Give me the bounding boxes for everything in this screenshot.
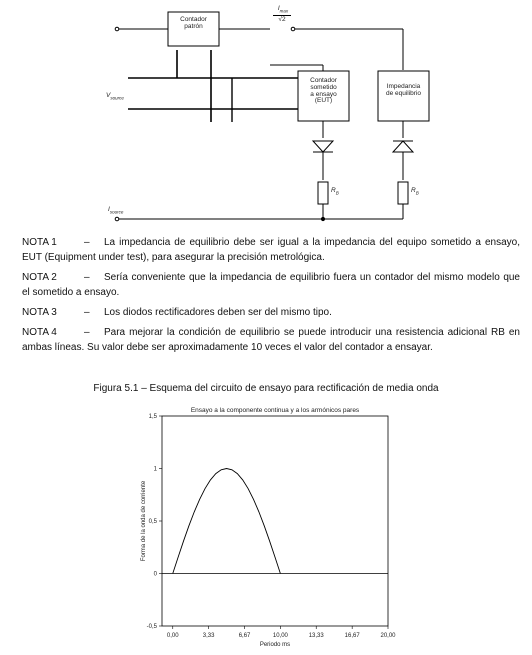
note-1: NOTA 1 – La impedancia de equilibrio debe ser igual a la impedancia del equipo sometido a ensayo, EUT (Equipment under test), para asegurar la precisión metrológica.	[22, 237, 520, 263]
figure-caption: Figura 5.1 – Esquema del circuito de ensayo para rectificación de media onda	[93, 383, 439, 394]
x-axis-label: Periodo ms	[259, 642, 291, 648]
top-right-terminal	[291, 27, 295, 31]
bottom-left-terminal	[115, 217, 119, 221]
rb-left-label: $R_B$	[331, 187, 339, 196]
x-tick-label: 13,33	[308, 633, 324, 639]
y-tick-label: 1,5	[148, 414, 157, 420]
x-tick-label: 20,00	[380, 633, 396, 639]
imax-label: $I_{max}$	[277, 5, 289, 14]
contador-patron-label: Contador patrón	[180, 16, 207, 30]
note-2: NOTA 2 – Sería conveniente que la impedancia de equilibrio fuera un contador del mismo modelo que el sometido a ensayo.	[22, 272, 520, 298]
circuit-schematic	[0, 0, 532, 232]
rb-right	[398, 182, 408, 204]
isource-label: $I_{source}$	[108, 206, 124, 215]
y-axis-label: Forma de la onda de corriente	[141, 480, 147, 562]
diode-eut	[313, 141, 333, 152]
x-tick-label: 0,00	[166, 633, 179, 639]
y-tick-label: 0	[153, 571, 157, 578]
y-tick-label: 1	[153, 466, 157, 473]
x-tick-label: 6,67	[238, 633, 251, 639]
rb-left	[318, 182, 328, 204]
plot-frame	[162, 416, 388, 626]
waveform-chart	[0, 400, 532, 655]
diode-impedancia	[393, 141, 413, 152]
x-tick-label: 10,00	[272, 633, 288, 639]
impedancia-label: Impedancia de equilibrio	[385, 83, 422, 97]
note-3: NOTA 3 – Los diodos rectificadores deben ser del mismo tipo.	[22, 307, 332, 318]
sqrt2-label: √2	[278, 16, 286, 23]
x-tick-label: 3,33	[202, 633, 215, 639]
y-tick-label: -0,5	[146, 624, 157, 630]
vsource-label: $V_{source}$	[106, 92, 124, 101]
x-tick-label: 16,67	[344, 633, 360, 639]
chart-title: Ensayo a la componente continua y a los armónicos pares	[190, 407, 360, 414]
eut-label: Contador sometido a ensayo (EUT)	[310, 77, 337, 105]
y-tick-label: 0,5	[148, 519, 157, 525]
waveform-series-line	[173, 469, 281, 574]
rb-right-label: $R_B$	[411, 187, 419, 196]
top-left-terminal	[115, 27, 119, 31]
note-4: NOTA 4 – Para mejorar la condición de equilibrio se puede introducir una resistencia adicional RB en ambas líneas. Su valor debe ser aproximadamente 10 veces el valor del contador a ensayar.	[22, 327, 520, 353]
